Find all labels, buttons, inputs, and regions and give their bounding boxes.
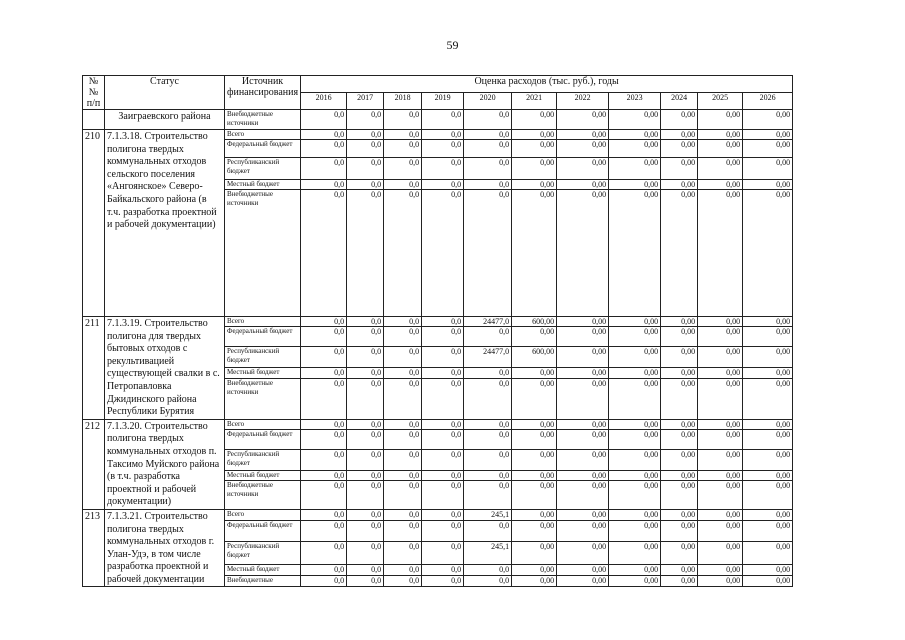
value-cell: 0,00 (661, 509, 698, 520)
value-cell: 0,0 (464, 378, 512, 419)
value-cell: 0,0 (384, 378, 422, 419)
value-cell: 0,0 (422, 419, 464, 429)
value-cell: 0,00 (512, 419, 557, 429)
value-cell: 0,0 (422, 449, 464, 470)
value-cell: 0,0 (301, 521, 347, 542)
header-year: 2020 (464, 93, 512, 110)
value-cell: 0,0 (301, 130, 347, 140)
value-cell: 0,00 (609, 542, 661, 564)
value-cell: 0,00 (512, 480, 557, 509)
header-year: 2025 (698, 93, 743, 110)
value-cell: 0,00 (557, 140, 609, 158)
value-cell: 0,0 (422, 378, 464, 419)
value-cell: 0,00 (698, 347, 743, 368)
value-cell: 245,1 (464, 542, 512, 564)
value-cell: 0,00 (698, 576, 743, 587)
value-cell: 0,0 (464, 576, 512, 587)
value-cell: 0,0 (384, 130, 422, 140)
value-cell: 0,0 (301, 419, 347, 429)
value-cell: 0,0 (464, 564, 512, 575)
source-cell: Всего (225, 317, 301, 327)
value-cell: 0,00 (698, 130, 743, 140)
value-cell: 0,0 (422, 317, 464, 327)
value-cell: 0,00 (743, 158, 793, 180)
value-cell: 0,00 (661, 110, 698, 130)
value-cell: 0,00 (743, 368, 793, 378)
value-cell: 0,0 (464, 430, 512, 450)
value-cell: 0,0 (464, 190, 512, 317)
source-cell: Федеральный бюджет (225, 327, 301, 347)
value-cell: 0,0 (422, 521, 464, 542)
value-cell: 0,00 (743, 521, 793, 542)
value-cell: 0,00 (661, 419, 698, 429)
value-cell: 0,00 (698, 564, 743, 575)
value-cell: 0,0 (301, 158, 347, 180)
source-cell: Внебюджетные источники (225, 190, 301, 317)
value-cell: 0,00 (698, 368, 743, 378)
status-cell: 7.1.3.19. Строительство полигона для твердых бытовых отходов с рекультивацией существующей свалки в с. Петропавловка Джидинского района Республики Бурятия (105, 317, 225, 420)
value-cell: 0,00 (609, 564, 661, 575)
value-cell: 0,0 (422, 158, 464, 180)
value-cell: 0,00 (512, 140, 557, 158)
value-cell: 0,00 (661, 480, 698, 509)
source-cell: Всего (225, 130, 301, 140)
value-cell: 0,0 (301, 317, 347, 327)
value-cell: 0,00 (557, 368, 609, 378)
source-cell: Федеральный бюджет (225, 521, 301, 542)
source-cell: Всего (225, 509, 301, 520)
value-cell: 0,0 (347, 470, 384, 480)
value-cell: 0,00 (743, 576, 793, 587)
value-cell: 0,00 (557, 542, 609, 564)
value-cell: 0,0 (301, 449, 347, 470)
value-cell: 0,0 (384, 449, 422, 470)
value-cell: 0,0 (384, 140, 422, 158)
value-cell: 0,00 (661, 368, 698, 378)
value-cell: 0,0 (347, 130, 384, 140)
value-cell: 0,0 (422, 470, 464, 480)
value-cell: 0,00 (557, 419, 609, 429)
value-cell: 0,0 (347, 158, 384, 180)
value-cell: 0,00 (609, 327, 661, 347)
value-cell: 0,0 (422, 509, 464, 520)
value-cell: 0,00 (743, 378, 793, 419)
value-cell: 0,0 (422, 564, 464, 575)
value-cell: 0,00 (609, 190, 661, 317)
header-estimate: Оценка расходов (тыс. руб.), годы (301, 76, 793, 93)
value-cell: 0,00 (661, 378, 698, 419)
value-cell: 0,00 (557, 480, 609, 509)
status-cell: 7.1.3.21. Строительство полигона твердых коммунальных отходов г. Улан-Удэ, в том числе разработка проектной и рабочей документации (105, 509, 225, 587)
header-year: 2021 (512, 93, 557, 110)
value-cell: 0,0 (301, 480, 347, 509)
value-cell: 0,0 (301, 368, 347, 378)
value-cell: 0,00 (557, 317, 609, 327)
value-cell: 0,0 (347, 327, 384, 347)
value-cell: 0,0 (384, 368, 422, 378)
value-cell: 0,0 (384, 521, 422, 542)
value-cell: 0,0 (347, 140, 384, 158)
source-cell: Внебюджетные источники (225, 110, 301, 130)
value-cell: 0,00 (698, 190, 743, 317)
value-cell: 0,00 (609, 419, 661, 429)
status-cell: 7.1.3.20. Строительство полигона твердых коммунальных отходов п. Таксимо Муйского района (в т.ч. разработка проектной и рабочей документации) (105, 419, 225, 509)
value-cell: 0,0 (301, 564, 347, 575)
row-number (83, 110, 105, 130)
value-cell: 0,0 (301, 509, 347, 520)
value-cell: 0,00 (743, 327, 793, 347)
value-cell: 0,0 (301, 347, 347, 368)
value-cell: 0,00 (512, 190, 557, 317)
source-cell: Федеральный бюджет (225, 140, 301, 158)
value-cell: 0,0 (384, 542, 422, 564)
value-cell: 0,00 (609, 378, 661, 419)
row-number: 211 (83, 317, 105, 420)
value-cell: 0,0 (384, 576, 422, 587)
table-row (83, 317, 793, 327)
value-cell: 0,0 (347, 180, 384, 190)
value-cell: 0,0 (384, 180, 422, 190)
source-cell: Местный бюджет (225, 470, 301, 480)
value-cell: 0,00 (512, 509, 557, 520)
value-cell: 0,00 (661, 327, 698, 347)
header-year: 2023 (609, 93, 661, 110)
value-cell: 0,0 (347, 509, 384, 520)
value-cell: 0,00 (698, 158, 743, 180)
source-cell: Республиканский бюджет (225, 158, 301, 180)
value-cell: 0,00 (698, 378, 743, 419)
header-status: Статус (105, 76, 225, 110)
value-cell: 0,0 (384, 564, 422, 575)
value-cell: 0,0 (384, 430, 422, 450)
value-cell: 0,0 (464, 368, 512, 378)
value-cell: 0,00 (698, 180, 743, 190)
value-cell: 245,1 (464, 509, 512, 520)
value-cell: 0,0 (301, 190, 347, 317)
value-cell: 0,00 (557, 564, 609, 575)
value-cell: 0,0 (347, 347, 384, 368)
value-cell: 24477,0 (464, 347, 512, 368)
value-cell: 0,0 (301, 378, 347, 419)
value-cell: 0,00 (698, 419, 743, 429)
table-body (83, 110, 793, 587)
source-cell: Республиканский бюджет (225, 449, 301, 470)
value-cell: 0,00 (743, 317, 793, 327)
header-source: Источник финансирования (225, 76, 301, 110)
value-cell: 0,0 (301, 180, 347, 190)
value-cell: 0,00 (609, 576, 661, 587)
value-cell: 0,0 (347, 190, 384, 317)
header-year: 2026 (743, 93, 793, 110)
value-cell: 0,00 (743, 347, 793, 368)
value-cell: 0,0 (422, 190, 464, 317)
value-cell: 0,0 (301, 430, 347, 450)
value-cell: 0,0 (464, 521, 512, 542)
header-year: 2018 (384, 93, 422, 110)
value-cell: 0,0 (384, 317, 422, 327)
value-cell: 0,00 (743, 480, 793, 509)
value-cell: 0,0 (464, 480, 512, 509)
value-cell: 0,00 (743, 419, 793, 429)
value-cell: 0,0 (347, 521, 384, 542)
value-cell: 0,00 (661, 180, 698, 190)
source-cell: Внебюджетные источники (225, 378, 301, 419)
value-cell: 0,00 (557, 110, 609, 130)
value-cell: 0,00 (661, 542, 698, 564)
source-cell: Внебюджетные (225, 576, 301, 587)
value-cell: 0,00 (609, 449, 661, 470)
value-cell: 0,0 (384, 158, 422, 180)
value-cell: 0,00 (609, 110, 661, 130)
value-cell: 0,00 (557, 180, 609, 190)
value-cell: 0,00 (609, 470, 661, 480)
value-cell: 0,00 (743, 130, 793, 140)
value-cell: 0,0 (464, 158, 512, 180)
table-row (83, 110, 793, 130)
row-number: 213 (83, 509, 105, 587)
value-cell: 0,00 (698, 480, 743, 509)
value-cell: 0,00 (743, 430, 793, 450)
value-cell: 0,00 (698, 140, 743, 158)
value-cell: 0,00 (698, 509, 743, 520)
value-cell: 0,00 (661, 470, 698, 480)
header-year: 2024 (661, 93, 698, 110)
value-cell: 0,00 (557, 521, 609, 542)
value-cell: 0,0 (384, 509, 422, 520)
value-cell: 0,0 (301, 140, 347, 158)
header-year: 2019 (422, 93, 464, 110)
value-cell: 0,00 (609, 347, 661, 368)
value-cell: 0,00 (743, 190, 793, 317)
value-cell: 0,00 (698, 430, 743, 450)
row-number: 210 (83, 130, 105, 317)
value-cell: 0,0 (422, 327, 464, 347)
value-cell: 0,0 (347, 449, 384, 470)
value-cell: 0,00 (698, 317, 743, 327)
value-cell: 0,0 (422, 542, 464, 564)
value-cell: 0,00 (698, 542, 743, 564)
value-cell: 0,0 (384, 419, 422, 429)
value-cell: 0,0 (464, 449, 512, 470)
value-cell: 0,00 (512, 158, 557, 180)
value-cell: 0,0 (422, 368, 464, 378)
value-cell: 0,0 (464, 327, 512, 347)
value-cell: 0,00 (512, 430, 557, 450)
value-cell: 0,00 (512, 521, 557, 542)
value-cell: 0,0 (422, 110, 464, 130)
value-cell: 0,00 (661, 140, 698, 158)
value-cell: 0,00 (743, 110, 793, 130)
value-cell: 600,00 (512, 317, 557, 327)
source-cell: Местный бюджет (225, 564, 301, 575)
value-cell: 0,0 (384, 480, 422, 509)
value-cell: 0,00 (609, 158, 661, 180)
value-cell: 0,00 (557, 327, 609, 347)
value-cell: 0,00 (661, 576, 698, 587)
value-cell: 0,00 (661, 158, 698, 180)
value-cell: 0,00 (512, 378, 557, 419)
value-cell: 0,00 (557, 158, 609, 180)
value-cell: 0,00 (661, 449, 698, 470)
value-cell: 0,0 (301, 470, 347, 480)
header-year: 2016 (301, 93, 347, 110)
value-cell: 0,0 (422, 576, 464, 587)
value-cell: 0,00 (661, 430, 698, 450)
value-cell: 0,00 (743, 564, 793, 575)
value-cell: 0,00 (557, 378, 609, 419)
value-cell: 0,00 (609, 317, 661, 327)
value-cell: 0,00 (512, 542, 557, 564)
table-row (83, 419, 793, 429)
value-cell: 0,00 (557, 449, 609, 470)
value-cell: 0,00 (743, 180, 793, 190)
value-cell: 0,00 (661, 521, 698, 542)
value-cell: 0,0 (301, 327, 347, 347)
value-cell: 0,0 (384, 470, 422, 480)
expense-table (82, 75, 793, 587)
value-cell: 0,00 (661, 317, 698, 327)
value-cell: 0,00 (743, 449, 793, 470)
header-year: 2022 (557, 93, 609, 110)
value-cell: 0,0 (301, 576, 347, 587)
value-cell: 0,00 (698, 449, 743, 470)
value-cell: 0,0 (347, 480, 384, 509)
value-cell: 0,00 (661, 347, 698, 368)
value-cell: 0,00 (512, 576, 557, 587)
page-number: 59 (446, 38, 459, 52)
value-cell: 24477,0 (464, 317, 512, 327)
value-cell: 0,0 (464, 140, 512, 158)
value-cell: 0,0 (422, 480, 464, 509)
value-cell: 0,0 (464, 470, 512, 480)
value-cell: 0,0 (347, 564, 384, 575)
value-cell: 0,00 (512, 368, 557, 378)
value-cell: 0,00 (557, 430, 609, 450)
value-cell: 0,00 (557, 509, 609, 520)
header-year: 2017 (347, 93, 384, 110)
value-cell: 0,0 (347, 368, 384, 378)
source-cell: Местный бюджет (225, 368, 301, 378)
value-cell: 0,00 (698, 470, 743, 480)
source-cell: Местный бюджет (225, 180, 301, 190)
value-cell: 0,0 (422, 180, 464, 190)
value-cell: 0,00 (661, 190, 698, 317)
value-cell: 0,0 (422, 140, 464, 158)
value-cell: 0,00 (609, 140, 661, 158)
value-cell: 0,00 (512, 449, 557, 470)
value-cell: 0,00 (512, 470, 557, 480)
value-cell: 600,00 (512, 347, 557, 368)
value-cell: 0,00 (609, 480, 661, 509)
source-cell: Федеральный бюджет (225, 430, 301, 450)
row-number: 212 (83, 419, 105, 509)
value-cell: 0,0 (384, 190, 422, 317)
value-cell: 0,00 (557, 130, 609, 140)
value-cell: 0,00 (609, 130, 661, 140)
value-cell: 0,0 (347, 576, 384, 587)
value-cell: 0,0 (384, 110, 422, 130)
value-cell: 0,00 (557, 470, 609, 480)
value-cell: 0,00 (512, 110, 557, 130)
value-cell: 0,00 (743, 140, 793, 158)
value-cell: 0,00 (698, 521, 743, 542)
value-cell: 0,00 (609, 509, 661, 520)
value-cell: 0,0 (347, 317, 384, 327)
table-row (83, 130, 793, 140)
value-cell: 0,00 (512, 564, 557, 575)
value-cell: 0,0 (464, 180, 512, 190)
value-cell: 0,00 (661, 564, 698, 575)
value-cell: 0,00 (609, 521, 661, 542)
value-cell: 0,0 (347, 110, 384, 130)
value-cell: 0,00 (661, 130, 698, 140)
source-cell: Республиканский бюджет (225, 542, 301, 564)
value-cell: 0,00 (743, 509, 793, 520)
value-cell: 0,00 (609, 430, 661, 450)
value-cell: 0,0 (301, 542, 347, 564)
value-cell: 0,0 (464, 419, 512, 429)
source-cell: Республиканский бюджет (225, 347, 301, 368)
status-cell: Заиграевского района (105, 110, 225, 130)
value-cell: 0,0 (422, 430, 464, 450)
table-row (83, 509, 793, 520)
value-cell: 0,00 (609, 368, 661, 378)
value-cell: 0,0 (422, 130, 464, 140)
value-cell: 0,00 (557, 347, 609, 368)
value-cell: 0,00 (557, 190, 609, 317)
value-cell: 0,00 (609, 180, 661, 190)
value-cell: 0,00 (743, 470, 793, 480)
value-cell: 0,0 (464, 110, 512, 130)
value-cell: 0,00 (698, 110, 743, 130)
value-cell: 0,00 (512, 130, 557, 140)
value-cell: 0,0 (301, 110, 347, 130)
value-cell: 0,00 (698, 327, 743, 347)
source-cell: Всего (225, 419, 301, 429)
value-cell: 0,00 (557, 576, 609, 587)
value-cell: 0,00 (743, 542, 793, 564)
value-cell: 0,0 (347, 542, 384, 564)
value-cell: 0,0 (347, 430, 384, 450)
value-cell: 0,00 (512, 327, 557, 347)
value-cell: 0,0 (384, 347, 422, 368)
value-cell: 0,0 (347, 378, 384, 419)
value-cell: 0,0 (384, 327, 422, 347)
status-cell: 7.1.3.18. Строительство полигона твердых коммунальных отходов сельского поселения «Ангоянское» Северо-Байкальского района (в т.ч. разработка проектной и рабочей документации) (105, 130, 225, 317)
value-cell: 0,0 (347, 419, 384, 429)
value-cell: 0,0 (422, 347, 464, 368)
source-cell: Внебюджетные источники (225, 480, 301, 509)
header-number: № № п/п (83, 76, 105, 110)
value-cell: 0,0 (464, 130, 512, 140)
value-cell: 0,00 (512, 180, 557, 190)
